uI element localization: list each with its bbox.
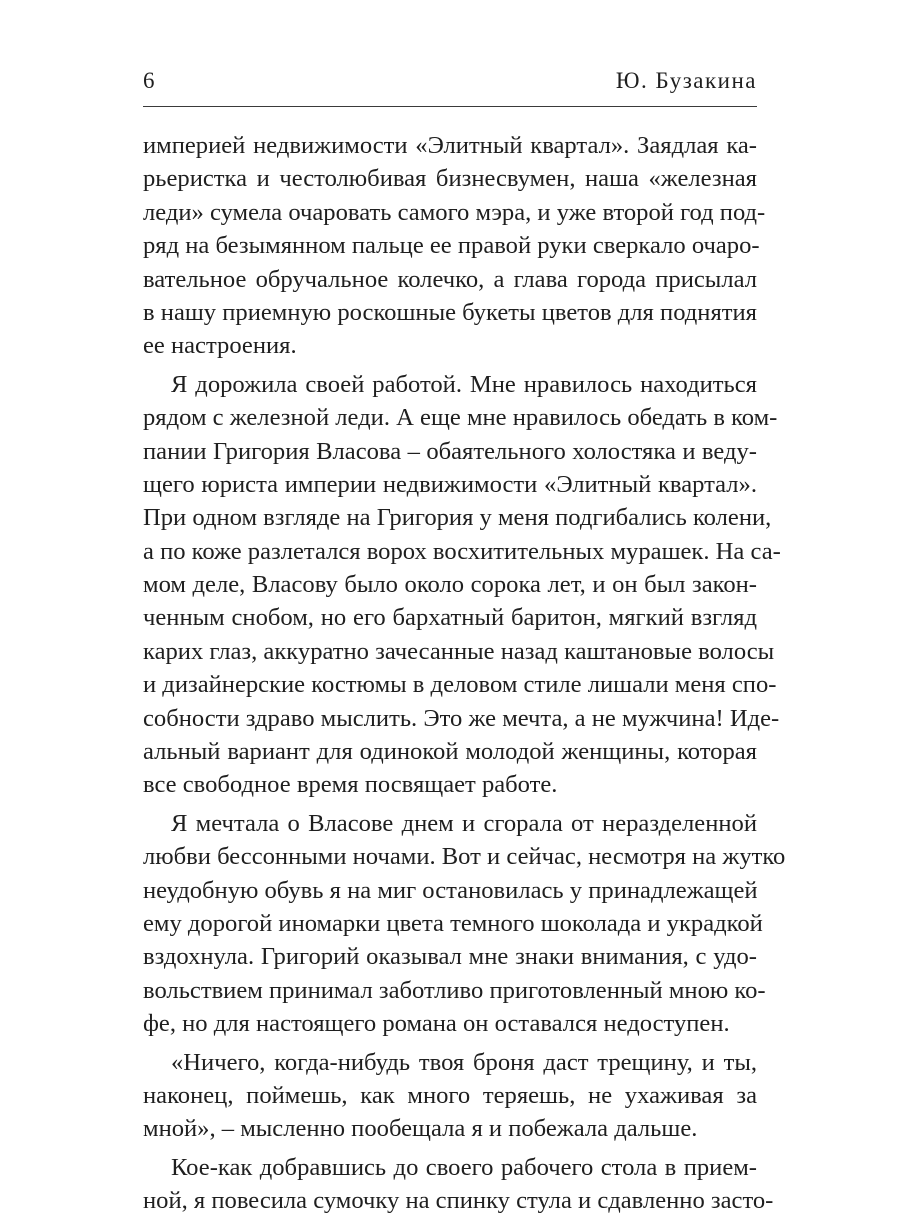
paragraph [143,807,786,1041]
running-header [143,66,757,107]
text-line: ему дорогой иномарки цвета темного шоколада и украдкой [143,909,763,937]
text-line: в нашу приемную роскошные букеты цветов для поднятия [143,298,757,326]
running-head-author: Ю. Бузакина [615,68,757,93]
text-line: мной», – мысленно пообещала я и побежала дальше. [143,1115,698,1143]
text-line: «Ничего, когда-нибудь твоя броня даст трещину, и ты, [171,1048,757,1076]
text-line: рядом с железной леди. А еще мне нравилось обедать в ком- [143,404,778,432]
text-line: любви бессонными ночами. Вот и сейчас, несмотря на жутко [143,843,786,871]
text-line: При одном взгляде на Григория у меня подгибались колени, [143,504,772,532]
text-line: империей недвижимости «Элитный квартал». Заядлая ка- [143,132,757,159]
text-line: Я мечтала о Власове днем и сгорала от неразделенной [171,809,757,837]
text-line: неудобную обувь я на миг остановилась у принадлежащей [143,876,758,904]
text-line: карих глаз, аккуратно зачесанные назад каштановые волосы [143,637,775,665]
text-line: а по коже разлетался ворох восхитительных мурашек. На са- [143,537,781,565]
text-line: вздохнула. Григорий оказывал мне знаки внимания, с удо- [143,943,757,971]
text-line: рьеристка и честолюбивая бизнесвумен, наша «железная [143,165,757,193]
paragraph [143,368,781,802]
paragraph [143,1046,757,1146]
text-line: Кое-как добравшись до своего рабочего стола в прием- [171,1153,757,1181]
text-line: ченным снобом, но его бархатный баритон, мягкий взгляд [143,604,757,632]
body-text [143,129,786,1223]
paragraph [143,129,766,363]
text-line: и дизайнерские костюмы в деловом стиле лишали меня спо- [143,671,777,699]
text-line: мом деле, Власову было около сорока лет, и он был закон- [143,571,757,599]
text-line: собности здраво мыслить. Это же мечта, а не мужчина! Иде- [143,704,780,732]
text-line: наконец, поймешь, как много теряешь, не ухаживая за [143,1081,757,1109]
text-line: ряд на безымянном пальце ее правой руки сверкало очаро- [143,232,760,260]
text-line: леди» сумела очаровать самого мэра, и уже второй год под- [143,198,766,226]
text-line: ее настроения. [143,332,297,360]
text-line: пании Григория Власова – обаятельного холостяка и веду- [143,437,757,465]
text-line: вольствием принимал заботливо приготовленный мною ко- [143,976,766,1004]
paragraph [143,1151,774,1218]
text-line: ной, я повесила сумочку на спинку стула и сдавленно засто- [143,1187,774,1215]
page-number: 6 [143,68,155,93]
text-line: вательное обручальное колечко, а глава города присылал [143,265,757,293]
text-line: Я дорожила своей работой. Мне нравилось находиться [171,370,757,398]
text-line: альный вариант для одинокой молодой женщины, которая [143,738,757,766]
text-line: щего юриста империи недвижимости «Элитный квартал». [143,470,757,498]
text-line: фе, но для настоящего романа он оставался недоступен. [143,1010,730,1038]
text-line: все свободное время посвящает работе. [143,771,558,799]
